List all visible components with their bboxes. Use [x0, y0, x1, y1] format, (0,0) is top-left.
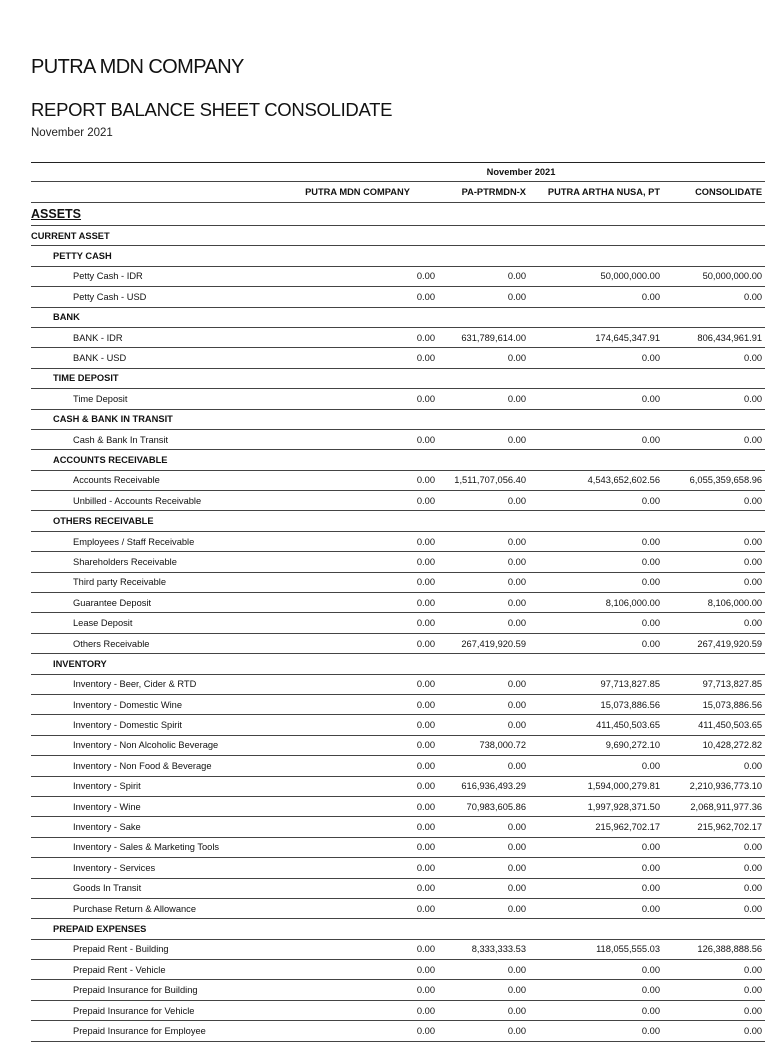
amount-cell: 10,428,272.82 — [663, 735, 765, 755]
account-label: Inventory - Domestic Wine — [31, 694, 280, 714]
amount-cell: 0.00 — [529, 898, 663, 918]
empty-cell — [280, 246, 438, 266]
amount-cell: 0.00 — [280, 674, 438, 694]
amount-cell: 0.00 — [280, 470, 438, 490]
empty-cell — [663, 307, 765, 327]
empty-cell — [438, 368, 529, 388]
category-row — [31, 226, 765, 246]
report-title: REPORT BALANCE SHEET CONSOLIDATE — [31, 99, 393, 120]
amount-cell: 0.00 — [280, 735, 438, 755]
empty-cell — [529, 368, 663, 388]
month-header-row — [31, 163, 765, 182]
account-row — [31, 531, 765, 551]
amount-cell: 0.00 — [280, 552, 438, 572]
amount-cell: 0.00 — [280, 796, 438, 816]
empty-cell — [438, 226, 529, 246]
amount-cell: 0.00 — [663, 858, 765, 878]
amount-cell: 0.00 — [280, 980, 438, 1000]
account-row — [31, 878, 765, 898]
amount-cell: 0.00 — [438, 837, 529, 857]
account-label: Inventory - Non Food & Beverage — [31, 756, 280, 776]
amount-cell: 0.00 — [438, 389, 529, 409]
amount-cell: 0.00 — [280, 593, 438, 613]
amount-cell: 0.00 — [280, 287, 438, 307]
column-header-pa-ptrmdn-x: PA-PTRMDN-X — [438, 182, 529, 203]
amount-cell: 0.00 — [529, 756, 663, 776]
amount-cell: 0.00 — [280, 878, 438, 898]
empty-cell — [663, 226, 765, 246]
amount-cell: 0.00 — [280, 1021, 438, 1041]
amount-cell: 0.00 — [438, 756, 529, 776]
group-header-row — [31, 654, 765, 674]
amount-cell: 0.00 — [280, 776, 438, 796]
empty-cell — [280, 654, 438, 674]
amount-cell: 1,511,707,056.40 — [438, 470, 529, 490]
account-label: Inventory - Sales & Marketing Tools — [31, 837, 280, 857]
account-row — [31, 266, 765, 286]
amount-cell: 0.00 — [529, 980, 663, 1000]
amount-cell: 0.00 — [663, 960, 765, 980]
account-label: Inventory - Non Alcoholic Beverage — [31, 735, 280, 755]
empty-cell — [529, 654, 663, 674]
account-row — [31, 796, 765, 816]
account-label: Goods In Transit — [31, 878, 280, 898]
amount-cell: 174,645,347.91 — [529, 327, 663, 347]
account-label: Prepaid Rent - Vehicle — [31, 960, 280, 980]
amount-cell: 0.00 — [438, 960, 529, 980]
amount-cell: 0.00 — [529, 858, 663, 878]
account-label: Lease Deposit — [31, 613, 280, 633]
amount-cell: 0.00 — [438, 572, 529, 592]
amount-cell: 0.00 — [438, 552, 529, 572]
amount-cell: 2,210,936,773.10 — [663, 776, 765, 796]
amount-cell: 0.00 — [529, 1021, 663, 1041]
group-header-row — [31, 450, 765, 470]
amount-cell: 0.00 — [438, 694, 529, 714]
empty-cell — [280, 919, 438, 939]
account-label: Others Receivable — [31, 633, 280, 653]
account-label: Inventory - Sake — [31, 817, 280, 837]
column-header-putra-mdn: PUTRA MDN COMPANY — [280, 182, 438, 203]
amount-cell: 0.00 — [280, 715, 438, 735]
amount-cell: 0.00 — [280, 960, 438, 980]
amount-cell: 8,106,000.00 — [663, 593, 765, 613]
account-label: Shareholders Receivable — [31, 552, 280, 572]
empty-cell — [280, 511, 438, 531]
amount-cell: 0.00 — [280, 817, 438, 837]
empty-cell — [663, 246, 765, 266]
account-row — [31, 898, 765, 918]
empty-cell — [280, 307, 438, 327]
amount-cell: 0.00 — [529, 613, 663, 633]
amount-cell: 0.00 — [280, 327, 438, 347]
amount-cell: 411,450,503.65 — [529, 715, 663, 735]
amount-cell: 0.00 — [663, 837, 765, 857]
amount-cell: 0.00 — [438, 1000, 529, 1020]
account-row — [31, 389, 765, 409]
account-label: Cash & Bank In Transit — [31, 429, 280, 449]
amount-cell: 0.00 — [280, 756, 438, 776]
amount-cell: 0.00 — [280, 348, 438, 368]
group-label: CASH & BANK IN TRANSIT — [31, 409, 280, 429]
empty-cell — [663, 654, 765, 674]
amount-cell: 0.00 — [663, 1021, 765, 1041]
amount-cell: 806,434,961.91 — [663, 327, 765, 347]
amount-cell: 0.00 — [280, 389, 438, 409]
amount-cell: 0.00 — [438, 674, 529, 694]
amount-cell: 0.00 — [663, 552, 765, 572]
account-label: Accounts Receivable — [31, 470, 280, 490]
amount-cell: 0.00 — [280, 898, 438, 918]
group-label: TIME DEPOSIT — [31, 368, 280, 388]
amount-cell: 0.00 — [438, 593, 529, 613]
group-label: CURRENT ASSET — [31, 226, 280, 246]
account-row — [31, 837, 765, 857]
amount-cell: 0.00 — [280, 613, 438, 633]
account-label: Petty Cash - USD — [31, 287, 280, 307]
amount-cell: 267,419,920.59 — [663, 633, 765, 653]
amount-cell: 0.00 — [529, 552, 663, 572]
account-row — [31, 348, 765, 368]
empty-cell — [280, 409, 438, 429]
column-header-consolidate: CONSOLIDATE — [663, 182, 765, 203]
empty-cell — [663, 511, 765, 531]
empty-cell — [663, 368, 765, 388]
group-label: PETTY CASH — [31, 246, 280, 266]
account-label: Guarantee Deposit — [31, 593, 280, 613]
amount-cell: 1,594,000,279.81 — [529, 776, 663, 796]
amount-cell: 0.00 — [438, 348, 529, 368]
group-header-row — [31, 409, 765, 429]
account-row — [31, 756, 765, 776]
amount-cell: 0.00 — [663, 572, 765, 592]
account-row — [31, 593, 765, 613]
account-row — [31, 429, 765, 449]
amount-cell: 97,713,827.85 — [663, 674, 765, 694]
amount-cell: 4,543,652,602.56 — [529, 470, 663, 490]
amount-cell: 8,106,000.00 — [529, 593, 663, 613]
company-name: PUTRA MDN COMPANY — [31, 56, 244, 78]
amount-cell: 0.00 — [529, 429, 663, 449]
amount-cell: 0.00 — [438, 429, 529, 449]
amount-cell: 0.00 — [438, 287, 529, 307]
amount-cell: 2,068,911,977.36 — [663, 796, 765, 816]
amount-cell: 738,000.72 — [438, 735, 529, 755]
amount-cell: 0.00 — [663, 898, 765, 918]
empty-cell — [438, 409, 529, 429]
account-row — [31, 287, 765, 307]
empty-cell — [280, 450, 438, 470]
amount-cell: 0.00 — [663, 389, 765, 409]
amount-cell: 0.00 — [438, 898, 529, 918]
account-label: Employees / Staff Receivable — [31, 531, 280, 551]
group-header-row — [31, 307, 765, 327]
account-row — [31, 327, 765, 347]
amount-cell: 0.00 — [529, 837, 663, 857]
amount-cell: 0.00 — [438, 817, 529, 837]
amount-cell: 215,962,702.17 — [663, 817, 765, 837]
amount-cell: 0.00 — [663, 287, 765, 307]
account-label: Petty Cash - IDR — [31, 266, 280, 286]
account-label: BANK - USD — [31, 348, 280, 368]
account-label: Prepaid Rent - Building — [31, 939, 280, 959]
amount-cell: 411,450,503.65 — [663, 715, 765, 735]
amount-cell: 0.00 — [529, 1000, 663, 1020]
account-label: BANK - IDR — [31, 327, 280, 347]
amount-cell: 0.00 — [438, 491, 529, 511]
amount-cell: 97,713,827.85 — [529, 674, 663, 694]
account-label: Inventory - Services — [31, 858, 280, 878]
amount-cell: 0.00 — [529, 348, 663, 368]
account-label: Inventory - Wine — [31, 796, 280, 816]
amount-cell: 0.00 — [438, 531, 529, 551]
amount-cell: 0.00 — [438, 1021, 529, 1041]
account-row — [31, 939, 765, 959]
group-header-row — [31, 368, 765, 388]
amount-cell: 0.00 — [529, 389, 663, 409]
amount-cell: 0.00 — [529, 633, 663, 653]
account-row — [31, 817, 765, 837]
amount-cell: 15,073,886.56 — [663, 694, 765, 714]
account-row — [31, 858, 765, 878]
group-label: INVENTORY — [31, 654, 280, 674]
account-label: Inventory - Beer, Cider & RTD — [31, 674, 280, 694]
empty-cell — [529, 409, 663, 429]
amount-cell: 631,789,614.00 — [438, 327, 529, 347]
group-header-row — [31, 919, 765, 939]
account-label: Prepaid Insurance for Building — [31, 980, 280, 1000]
empty-cell — [663, 450, 765, 470]
amount-cell: 0.00 — [663, 756, 765, 776]
amount-cell: 0.00 — [438, 878, 529, 898]
account-row — [31, 613, 765, 633]
amount-cell: 0.00 — [663, 980, 765, 1000]
empty-cell — [438, 511, 529, 531]
amount-cell: 0.00 — [663, 491, 765, 511]
amount-cell: 0.00 — [529, 287, 663, 307]
empty-cell — [529, 226, 663, 246]
account-label: Prepaid Insurance for Vehicle — [31, 1000, 280, 1020]
amount-cell: 0.00 — [280, 572, 438, 592]
amount-cell: 0.00 — [438, 266, 529, 286]
amount-cell: 8,333,333.53 — [438, 939, 529, 959]
amount-cell: 0.00 — [280, 939, 438, 959]
amount-cell: 0.00 — [529, 572, 663, 592]
amount-cell: 0.00 — [280, 429, 438, 449]
account-row — [31, 674, 765, 694]
account-row — [31, 776, 765, 796]
account-row — [31, 694, 765, 714]
account-row — [31, 1000, 765, 1020]
amount-cell: 0.00 — [663, 1000, 765, 1020]
month-header: November 2021 — [280, 163, 765, 182]
column-header-row — [31, 182, 765, 203]
section-header-row — [31, 203, 765, 226]
amount-cell: 0.00 — [663, 348, 765, 368]
account-row — [31, 735, 765, 755]
empty-cell — [438, 919, 529, 939]
account-label: Time Deposit — [31, 389, 280, 409]
amount-cell: 267,419,920.59 — [438, 633, 529, 653]
amount-cell: 0.00 — [438, 980, 529, 1000]
column-header-putra-artha-nusa: PUTRA ARTHA NUSA, PT — [529, 182, 663, 203]
account-row — [31, 715, 765, 735]
empty-cell — [280, 226, 438, 246]
amount-cell: 616,936,493.29 — [438, 776, 529, 796]
account-row — [31, 960, 765, 980]
empty-cell — [529, 511, 663, 531]
amount-cell: 0.00 — [663, 613, 765, 633]
section-title-assets: ASSETS — [31, 207, 82, 221]
group-header-row — [31, 511, 765, 531]
empty-cell — [529, 919, 663, 939]
account-row — [31, 491, 765, 511]
amount-cell: 6,055,359,658.96 — [663, 470, 765, 490]
amount-cell: 9,690,272.10 — [529, 735, 663, 755]
empty-cell — [663, 919, 765, 939]
amount-cell: 0.00 — [529, 878, 663, 898]
amount-cell: 0.00 — [280, 266, 438, 286]
amount-cell: 0.00 — [438, 715, 529, 735]
empty-cell — [529, 307, 663, 327]
amount-cell: 0.00 — [663, 878, 765, 898]
account-label: Inventory - Domestic Spirit — [31, 715, 280, 735]
amount-cell: 15,073,886.56 — [529, 694, 663, 714]
empty-cell — [438, 654, 529, 674]
amount-cell: 0.00 — [663, 429, 765, 449]
amount-cell: 118,055,555.03 — [529, 939, 663, 959]
amount-cell: 0.00 — [280, 1000, 438, 1020]
amount-cell: 50,000,000.00 — [663, 266, 765, 286]
amount-cell: 0.00 — [280, 531, 438, 551]
account-row — [31, 980, 765, 1000]
amount-cell: 215,962,702.17 — [529, 817, 663, 837]
amount-cell: 0.00 — [663, 531, 765, 551]
balance-sheet-table — [31, 162, 765, 1042]
amount-cell: 1,997,928,371.50 — [529, 796, 663, 816]
amount-cell: 0.00 — [529, 960, 663, 980]
account-label: Prepaid Insurance for Employee — [31, 1021, 280, 1041]
account-row — [31, 633, 765, 653]
empty-cell — [529, 450, 663, 470]
account-row — [31, 572, 765, 592]
amount-cell: 0.00 — [529, 491, 663, 511]
amount-cell: 0.00 — [280, 694, 438, 714]
group-label: OTHERS RECEIVABLE — [31, 511, 280, 531]
empty-cell — [438, 450, 529, 470]
account-label: Inventory - Spirit — [31, 776, 280, 796]
group-header-row — [31, 246, 765, 266]
account-row — [31, 552, 765, 572]
amount-cell: 0.00 — [438, 858, 529, 878]
amount-cell: 50,000,000.00 — [529, 266, 663, 286]
account-label: Unbilled - Accounts Receivable — [31, 491, 280, 511]
empty-cell — [438, 307, 529, 327]
empty-cell — [438, 246, 529, 266]
account-label: Third party Receivable — [31, 572, 280, 592]
amount-cell: 126,388,888.56 — [663, 939, 765, 959]
amount-cell: 0.00 — [280, 491, 438, 511]
amount-cell: 0.00 — [438, 613, 529, 633]
empty-cell — [529, 246, 663, 266]
amount-cell: 0.00 — [529, 531, 663, 551]
empty-cell — [280, 368, 438, 388]
amount-cell: 0.00 — [280, 858, 438, 878]
group-label: ACCOUNTS RECEIVABLE — [31, 450, 280, 470]
amount-cell: 0.00 — [280, 837, 438, 857]
amount-cell: 0.00 — [280, 633, 438, 653]
group-label: PREPAID EXPENSES — [31, 919, 280, 939]
group-label: BANK — [31, 307, 280, 327]
amount-cell: 70,983,605.86 — [438, 796, 529, 816]
report-period: November 2021 — [31, 127, 113, 139]
empty-cell — [663, 409, 765, 429]
account-label: Purchase Return & Allowance — [31, 898, 280, 918]
account-row — [31, 470, 765, 490]
